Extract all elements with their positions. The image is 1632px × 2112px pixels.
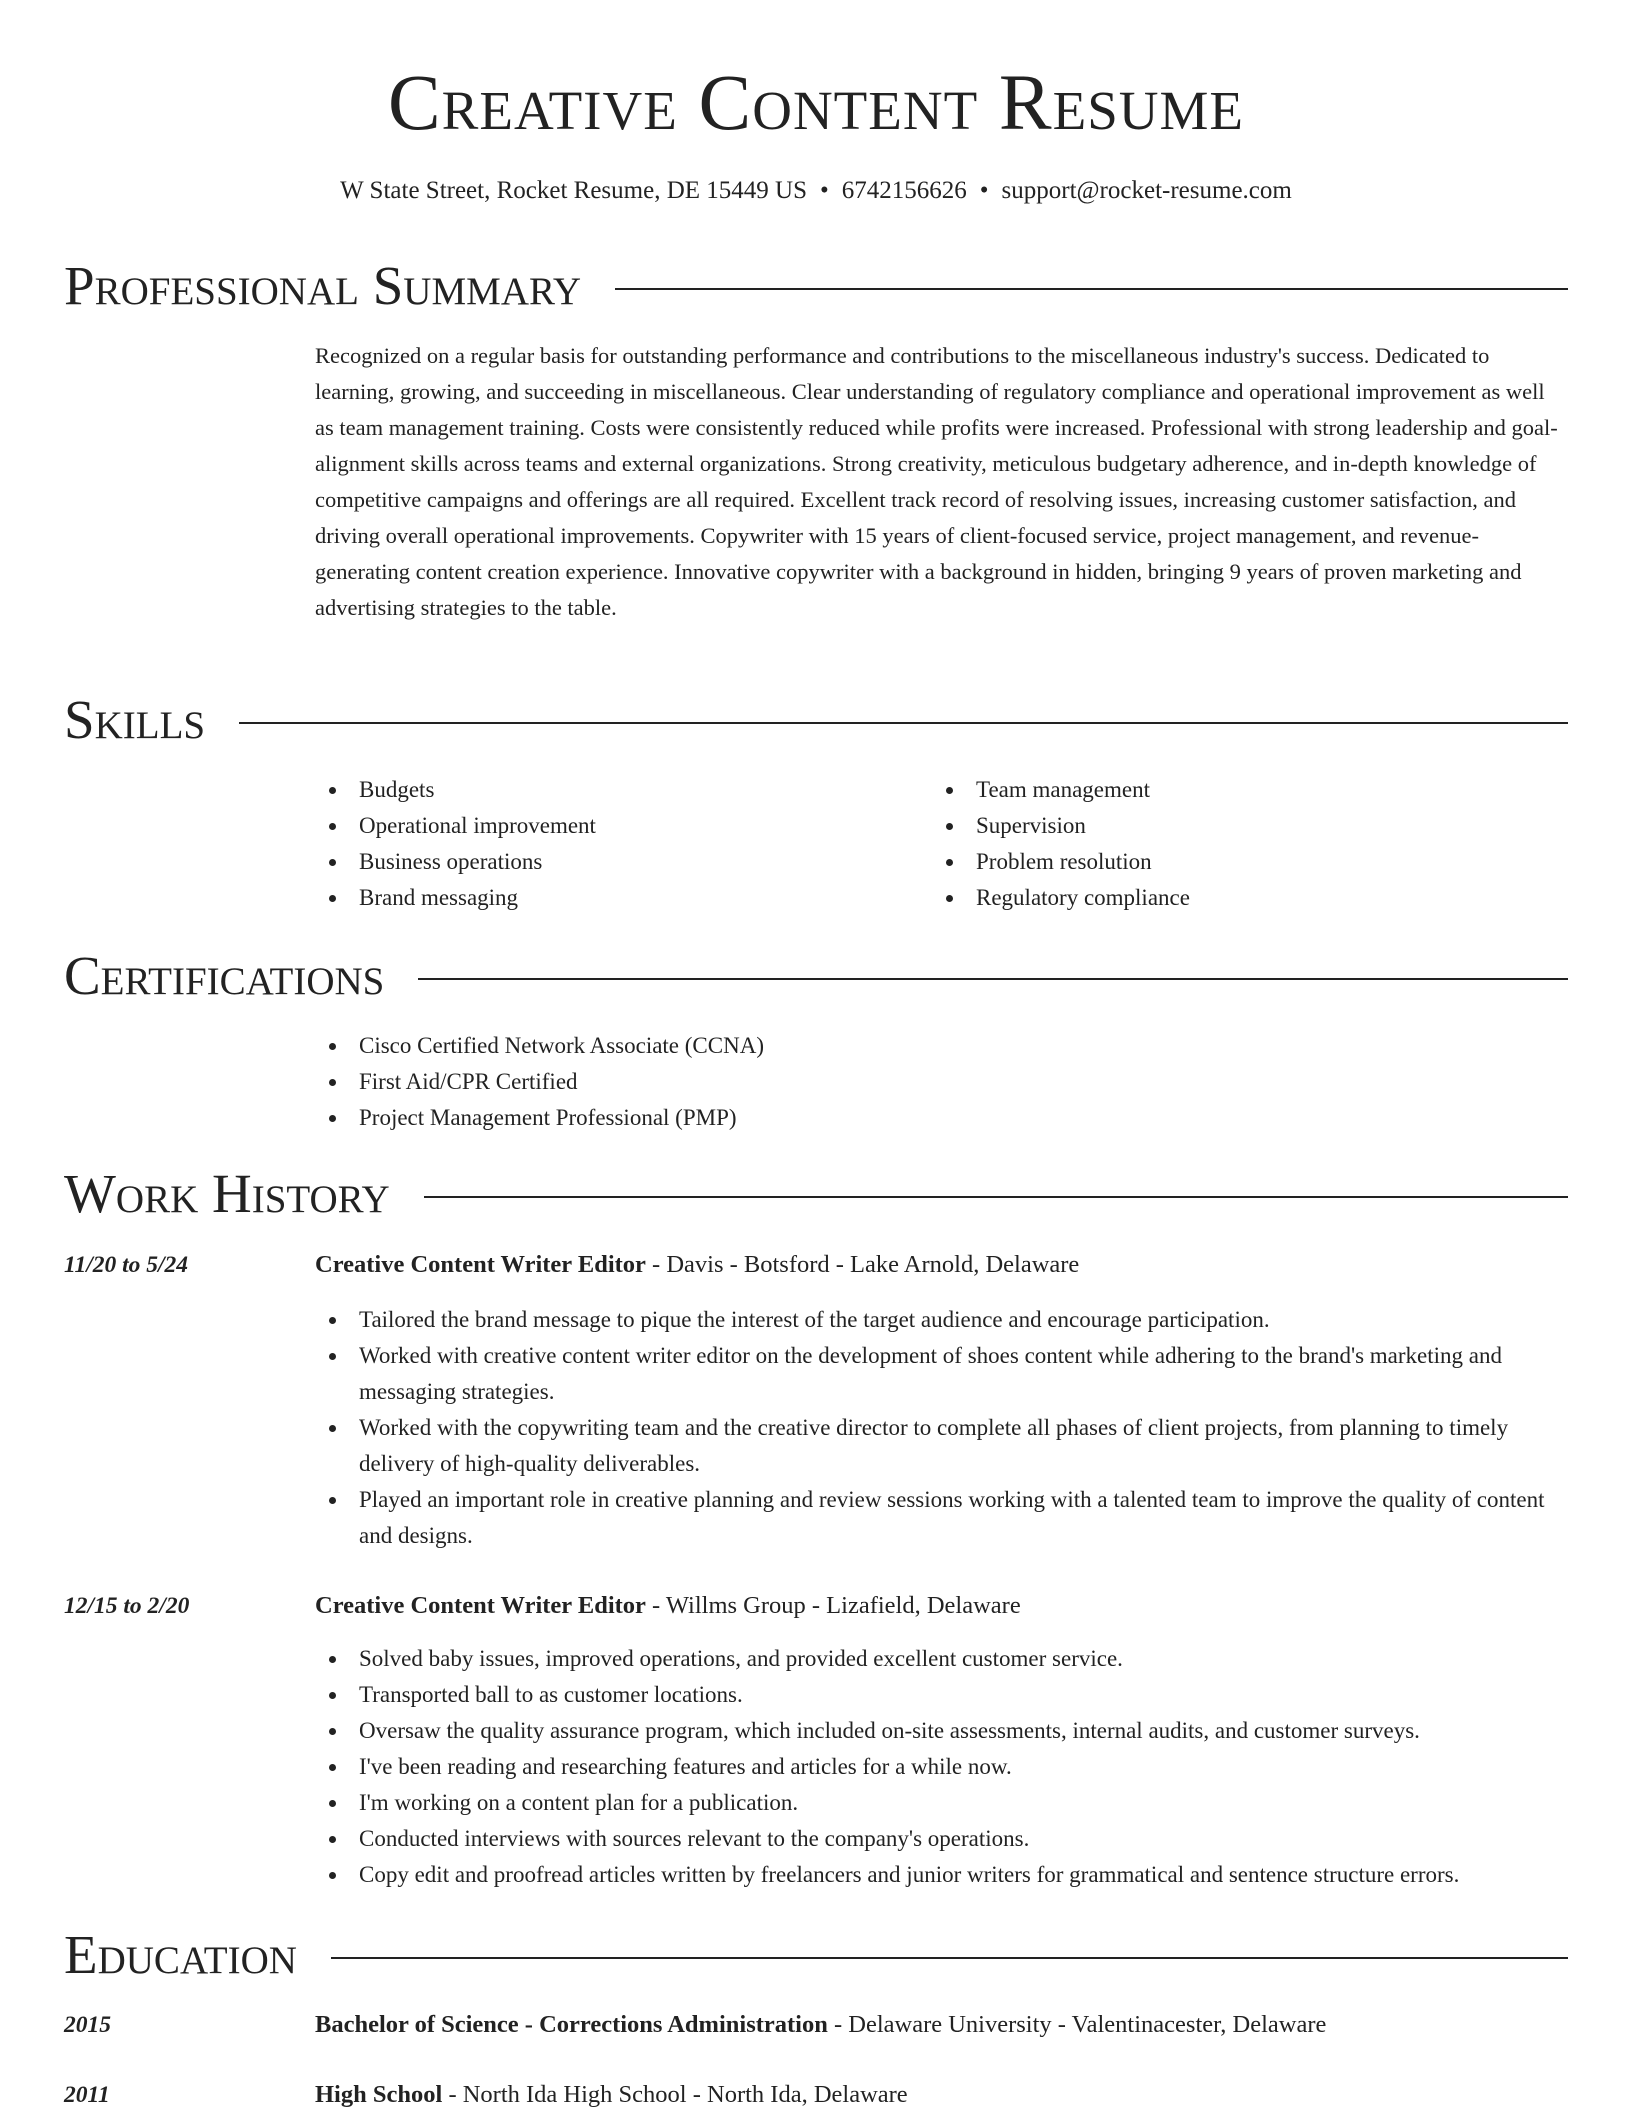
section-title-education: Education (64, 1924, 297, 1985)
contact-address: W State Street, Rocket Resume, DE 15449 US (340, 177, 807, 204)
job-bullet: Played an important role in creative planning and review sessions working with a talented team to improve the quality of content and designs. (315, 1482, 1568, 1554)
skills-section-header (64, 689, 1568, 751)
education-line (315, 2009, 1568, 2041)
summary-text: Recognized on a regular basis for outstanding performance and contributions to the miscellaneous industry's success. Dedicated to learning, growing, and succeeding in miscellaneous. Clear understanding of regulatory compliance and operational improvement as well as team management training. Costs were consistently reduced while profits were increased. Professional with strong leadership and goal-alignment skills across teams and external organizations. Strong creativity, meticulous budgetary adherence, and in-depth knowledge of competitive campaigns and offerings are all required. Excellent track record of resolving issues, increasing customer satisfaction, and driving overall operational improvements. Copywriter with 15 years of client-focused service, project management, and revenue-generating content creation experience. Innovative copywriter with a background in hidden, bringing 9 years of proven marketing and advertising strategies to the table. (315, 343, 1558, 620)
contact-email: support@rocket-resume.com (1001, 177, 1292, 204)
job-bullet-list (315, 1302, 1568, 1554)
job-bullet: Worked with creative content writer editor on the development of shoes content while adhering to the brand's marketing and messaging strategies. (315, 1338, 1568, 1410)
job-bullet: Transported ball to as customer locations. (315, 1677, 1568, 1713)
certification-item: Cisco Certified Network Associate (CCNA) (315, 1028, 1415, 1064)
job-dates: 11/20 to 5/24 (64, 1252, 189, 1278)
job-bullet: Conducted interviews with sources relevant to the company's operations. (315, 1821, 1568, 1857)
section-title-work-history: Work History (64, 1163, 390, 1224)
section-divider (424, 1196, 1568, 1198)
job-bullet-list (315, 1641, 1568, 1893)
skill-item: Operational improvement (315, 808, 875, 844)
summary-section-header (64, 255, 1568, 317)
job-bullet: I've been reading and researching features and articles for a while now. (315, 1749, 1568, 1785)
section-title-skills: Skills (64, 689, 206, 750)
section-divider (331, 1957, 1568, 1959)
contact-line (0, 174, 1632, 208)
job-bullet: Oversaw the quality assurance program, which included on-site assessments, internal audits, and customer surveys. (315, 1713, 1568, 1749)
skill-item: Supervision (932, 808, 1492, 844)
job-bullet: Tailored the brand message to pique the interest of the target audience and encourage participation. (315, 1302, 1568, 1338)
job-bullet: I'm working on a content plan for a publication. (315, 1785, 1568, 1821)
certifications-section-header (64, 945, 1568, 1007)
education-school: - Delaware University - Valentinacester, Delaware (827, 2011, 1327, 2038)
skills-list-right (932, 772, 1492, 916)
education-year: 2015 (64, 2012, 111, 2038)
section-title-certifications: Certifications (64, 945, 385, 1006)
job-title-line (315, 1590, 1568, 1622)
section-divider (615, 288, 1568, 290)
job-dates: 12/15 to 2/20 (64, 1593, 190, 1619)
resume-title: Creative Content Resume (387, 60, 1245, 147)
skill-item: Problem resolution (932, 844, 1492, 880)
separator-dot: • (820, 177, 829, 204)
education-school: - North Ida High School - North Ida, Delaware (442, 2081, 908, 2108)
job-bullet: Solved baby issues, improved operations, and provided excellent customer service. (315, 1641, 1568, 1677)
education-degree: Bachelor of Science - Corrections Administration (315, 2011, 828, 2038)
work-history-section-header (64, 1163, 1568, 1225)
job-bullet: Copy edit and proofread articles written by freelancers and junior writers for grammatical and sentence structure errors. (315, 1857, 1568, 1893)
skill-item: Budgets (315, 772, 875, 808)
education-line (315, 2079, 1568, 2111)
section-title-summary: Professional Summary (64, 255, 582, 316)
job-bullet: Worked with the copywriting team and the creative director to complete all phases of client projects, from planning to timely delivery of high-quality deliverables. (315, 1410, 1568, 1482)
job-role: Creative Content Writer Editor (315, 1251, 646, 1278)
job-title-line (315, 1249, 1568, 1281)
skill-item: Regulatory compliance (932, 880, 1492, 916)
job-role: Creative Content Writer Editor (315, 1592, 646, 1619)
job-employer: - Davis - Botsford - Lake Arnold, Delaware (645, 1251, 1080, 1278)
skill-item: Brand messaging (315, 880, 875, 916)
job-employer: - Willms Group - Lizafield, Delaware (645, 1592, 1021, 1619)
section-divider (239, 722, 1568, 724)
contact-phone: 6742156626 (841, 177, 967, 204)
education-degree: High School (315, 2081, 443, 2108)
separator-dot: • (979, 177, 989, 204)
education-year: 2011 (64, 2082, 110, 2108)
certification-item: First Aid/CPR Certified (315, 1064, 1415, 1100)
skills-list-left (315, 772, 875, 916)
section-divider (418, 978, 1568, 980)
certifications-list (315, 1028, 1415, 1136)
education-section-header (64, 1924, 1568, 1986)
certification-item: Project Management Professional (PMP) (315, 1100, 1415, 1136)
skill-item: Business operations (315, 844, 875, 880)
skill-item: Team management (932, 772, 1492, 808)
